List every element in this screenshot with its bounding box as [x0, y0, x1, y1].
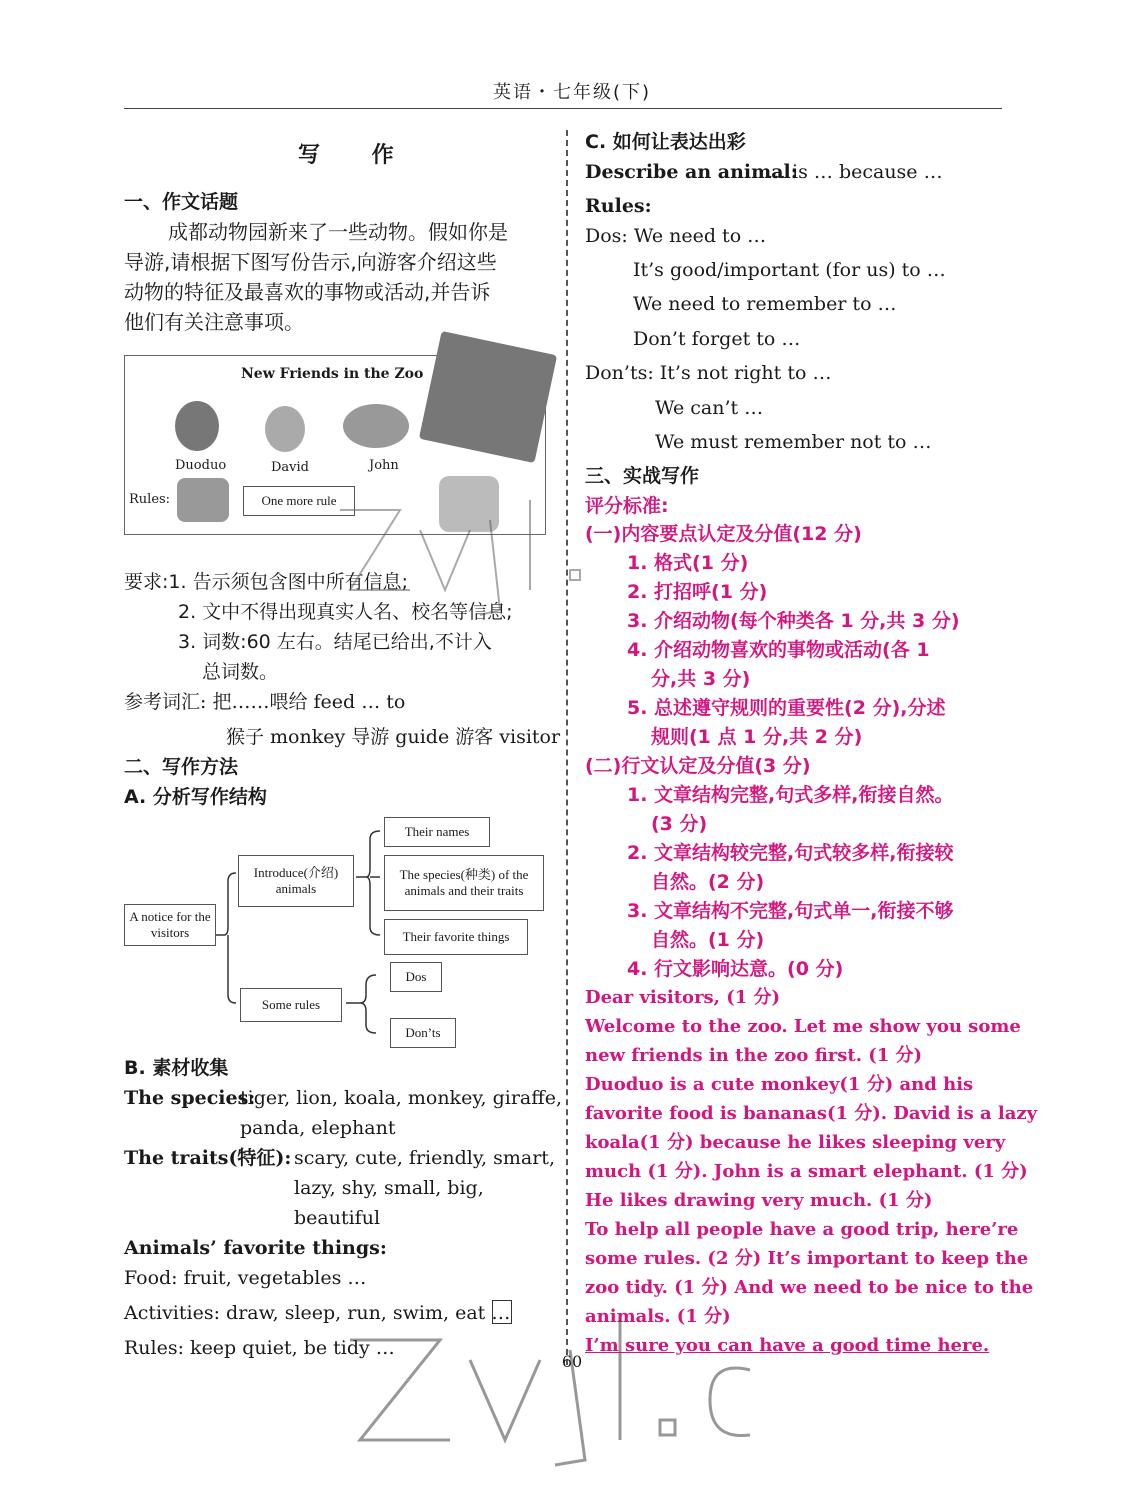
- dos-line-4: Don’t forget to …: [633, 328, 801, 350]
- style-2b: 自然。(2 分): [651, 871, 765, 893]
- vocab-line-2: 猴子 monkey 导游 guide 游客 visitor: [226, 726, 561, 748]
- species-line-1: tiger, lion, koala, monkey, giraffe,: [240, 1087, 563, 1109]
- essay-line-5: favorite food is bananas(1 分). David is a lazy: [585, 1103, 1038, 1124]
- koala-image: [265, 406, 305, 452]
- vocab-line-1: 参考词汇: 把……喂给 feed … to: [124, 691, 406, 713]
- activities-line: Activities: draw, sleep, run, swim, eat …: [124, 1302, 511, 1324]
- watermark-bottom: [330, 1300, 770, 1470]
- partB-title: B. 素材收集: [124, 1057, 229, 1079]
- diagram-names: Their names: [384, 817, 490, 847]
- essay-line-13: I’m sure you can have a good time here.: [585, 1335, 990, 1356]
- topic-line-1: 成都动物园新来了一些动物。假如你是: [168, 220, 508, 244]
- style-4: 4. 行文影响达意。(0 分): [627, 958, 844, 980]
- column-divider: [566, 130, 568, 1365]
- essay-line-10: some rules. (2 分) It’s important to keep the: [585, 1248, 1029, 1269]
- figure-title: New Friends in the Zoo: [241, 366, 424, 382]
- diagram-species: The species(种类) of the animals and their traits: [384, 855, 544, 911]
- dos-line-3: We need to remember to …: [633, 293, 897, 315]
- essay-line-2: Welcome to the zoo. Let me show you some: [585, 1016, 1021, 1037]
- section-title: 写 作: [298, 143, 416, 168]
- page-header: 英语・七年级(下): [492, 82, 652, 103]
- describe-text: … is … because …: [767, 161, 943, 183]
- part2-title: 二、写作方法: [124, 756, 239, 778]
- traits-line-1: scary, cute, friendly, smart,: [294, 1147, 555, 1169]
- watermark-mid: [330, 490, 630, 620]
- essay-line-3: new friends in the zoo first. (1 分): [585, 1045, 923, 1066]
- requirement-3: 3. 词数:60 左右。结尾已给出,不计入: [178, 631, 492, 653]
- partA-title: A. 分析写作结构: [124, 786, 267, 808]
- animal-name-john: John: [369, 458, 399, 473]
- dos-line-2: It’s good/important (for us) to …: [633, 259, 946, 281]
- content-4a: 4. 介绍动物喜欢的事物或活动(各 1: [627, 639, 930, 661]
- diagram-introduce: Introduce(介绍) animals: [238, 855, 354, 907]
- animal-name-duoduo: Duoduo: [175, 458, 227, 473]
- dos-line-1: Dos: We need to …: [585, 225, 767, 247]
- requirement-1: 要求:1. 告示须包含图中所有信息;: [124, 571, 408, 593]
- traits-label: The traits(特征):: [124, 1147, 292, 1169]
- topic-line-2: 导游,请根据下图写份告示,向游客介绍这些: [124, 250, 497, 274]
- style-3b: 自然。(1 分): [651, 929, 765, 951]
- essay-line-8: He likes drawing very much. (1 分): [585, 1190, 933, 1211]
- one-more-rule-box: One more rule: [243, 486, 355, 516]
- essay-line-11: zoo tidy. (1 分) And we need to be nice to the: [585, 1277, 1034, 1298]
- part1-title: 一、作文话题: [124, 191, 239, 213]
- content-4b: 分,共 3 分): [651, 668, 751, 690]
- style-2a: 2. 文章结构较完整,句式较多样,衔接较: [627, 842, 954, 864]
- diagram-donts: Don’ts: [390, 1018, 456, 1048]
- species-label: The species:: [124, 1087, 256, 1109]
- food-line: Food: fruit, vegetables …: [124, 1267, 367, 1289]
- page-number: 60: [561, 1352, 583, 1371]
- style-3a: 3. 文章结构不完整,句式单一,衔接不够: [627, 900, 954, 922]
- diagram-root: A notice for the visitors: [124, 904, 216, 946]
- elephant-image: [343, 404, 409, 448]
- content-3: 3. 介绍动物(每个种类各 1 分,共 3 分): [627, 610, 960, 632]
- animal-name-david: David: [271, 460, 309, 475]
- content-1: 1. 格式(1 分): [627, 552, 749, 574]
- rules-label: Rules:: [129, 492, 171, 507]
- essay-line-12: animals. (1 分): [585, 1306, 731, 1327]
- requirement-2: 2. 文中不得出现真实人名、校名等信息;: [178, 601, 513, 623]
- essay-line-9: To help all people have a good trip, here’re: [585, 1219, 1019, 1240]
- rules-image: [177, 478, 229, 522]
- content-5a: 5. 总述遵守规则的重要性(2 分),分述: [627, 697, 946, 719]
- essay-line-1: Dear visitors, (1 分): [585, 987, 781, 1008]
- describe-label: Describe an animal:: [585, 161, 798, 183]
- fav-title: Animals’ favorite things:: [124, 1237, 387, 1259]
- topic-line-4: 他们有关注意事项。: [124, 310, 304, 334]
- rules-title: Rules:: [585, 195, 652, 217]
- essay-line-7: much (1 分). John is a smart elephant. (1 分): [585, 1161, 1028, 1182]
- style-title: (二)行文认定及分值(3 分): [585, 755, 811, 777]
- content-5b: 规则(1 点 1 分,共 2 分): [651, 726, 863, 748]
- partC-title: C. 如何让表达出彩: [585, 131, 746, 153]
- header-divider: [124, 108, 1002, 109]
- zoo-poster-image: [419, 331, 557, 463]
- part3-title: 三、实战写作: [585, 465, 700, 487]
- style-1b: (3 分): [651, 813, 708, 835]
- essay-line-6: koala(1 分) because he likes sleeping very: [585, 1132, 1006, 1153]
- diagram-rules: Some rules: [240, 988, 342, 1022]
- traits-line-2: lazy, shy, small, big,: [294, 1177, 484, 1199]
- diagram-dos: Dos: [390, 962, 442, 992]
- monkey-image: [175, 401, 219, 451]
- donts-line-2: We can’t …: [655, 397, 764, 419]
- essay-line-4: Duoduo is a cute monkey(1 分) and his: [585, 1074, 974, 1095]
- species-line-2: panda, elephant: [240, 1117, 396, 1139]
- content-2: 2. 打招呼(1 分): [627, 581, 768, 603]
- topic-line-3: 动物的特征及最喜欢的事物或活动,并告诉: [124, 280, 491, 304]
- donts-line-1: Don’ts: It’s not right to …: [585, 362, 832, 384]
- donts-line-3: We must remember not to …: [655, 431, 932, 453]
- requirement-4: 总词数。: [202, 661, 279, 683]
- content-title: (一)内容要点认定及分值(12 分): [585, 523, 862, 545]
- score-title: 评分标准:: [585, 495, 669, 517]
- diagram-favorite: Their favorite things: [384, 919, 528, 955]
- style-1a: 1. 文章结构完整,句式多样,衔接自然。: [627, 784, 954, 806]
- traits-line-3: beautiful: [294, 1207, 381, 1229]
- rules-line: Rules: keep quiet, be tidy …: [124, 1337, 395, 1359]
